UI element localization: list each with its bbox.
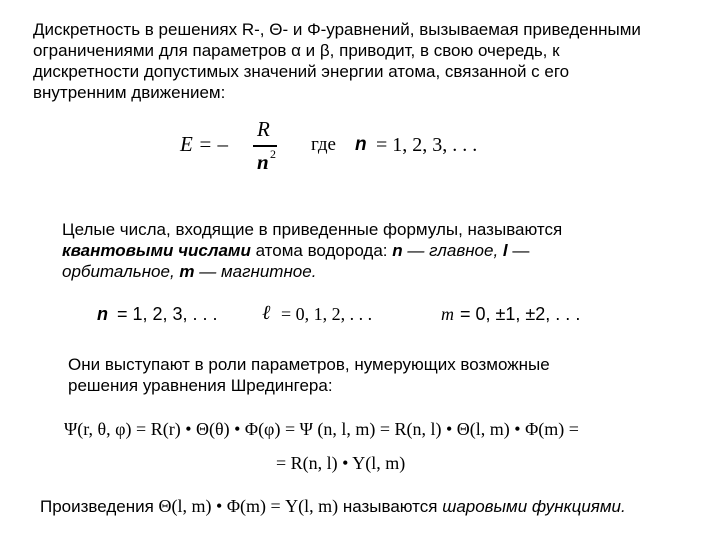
final-prefix: Произведения xyxy=(40,497,159,516)
energy-n-values: = 1, 2, 3, . . . xyxy=(376,134,478,156)
qn-line-2: квантовыми числами атома водорода: n — главное, l — xyxy=(62,241,530,260)
final-formula: Θ(l, m) • Φ(m) = Y(l, m) xyxy=(158,496,339,516)
spherical-functions-term: шаровыми функциями. xyxy=(442,497,626,516)
wavefunction-line-2: = R(n, l) • Y(l, m) xyxy=(276,453,406,473)
energy-exponent: 2 xyxy=(270,147,276,161)
energy-denominator: n xyxy=(257,150,269,174)
energy-n-variable: n xyxy=(355,134,367,155)
qn-line-1: Целые числа, входящие в приведенные формулы, называются xyxy=(62,220,563,239)
energy-lhs: E = – xyxy=(180,132,228,156)
energy-numerator: R xyxy=(257,117,270,141)
n-variable: n xyxy=(97,304,108,324)
intro-line-3: дискретности допустимых значений энергии атома, связанной с его xyxy=(33,62,570,81)
quantum-numbers-term: квантовыми числами xyxy=(62,241,251,260)
param-line-1: Они выступают в роли параметров, нумерующих возможные xyxy=(68,355,550,374)
m-values: = 0, ±1, ±2, . . . xyxy=(460,304,581,324)
qn-line-3: орбитальное, m — магнитное. xyxy=(62,262,317,281)
where-word: где xyxy=(311,134,336,155)
l-variable: ℓ xyxy=(262,302,271,324)
param-line-2: решения уравнения Шредингера: xyxy=(68,376,333,395)
m-variable: m xyxy=(441,304,454,324)
final-middle: называются xyxy=(338,497,443,516)
intro-line-1: Дискретность в решениях R-, Θ- и Φ-уравнений, вызываемая приведенными xyxy=(33,20,641,39)
intro-line-2: ограничениями для параметров α и β, приводит, в свою очередь, к xyxy=(33,41,560,60)
n-values: = 1, 2, 3, . . . xyxy=(117,304,218,324)
l-values: = 0, 1, 2, . . . xyxy=(281,304,373,324)
intro-paragraph xyxy=(33,19,641,103)
parameters-paragraph xyxy=(68,354,550,396)
intro-line-4: внутренним движением: xyxy=(33,83,226,102)
spherical-functions-sentence xyxy=(40,496,626,517)
quantum-numbers-paragraph xyxy=(62,219,562,282)
wavefunction-line-1: Ψ(r, θ, φ) = R(r) • Θ(θ) • Φ(φ) = Ψ (n, l, m) = R(n, l) • Θ(l, m) • Φ(m) = xyxy=(64,419,579,439)
